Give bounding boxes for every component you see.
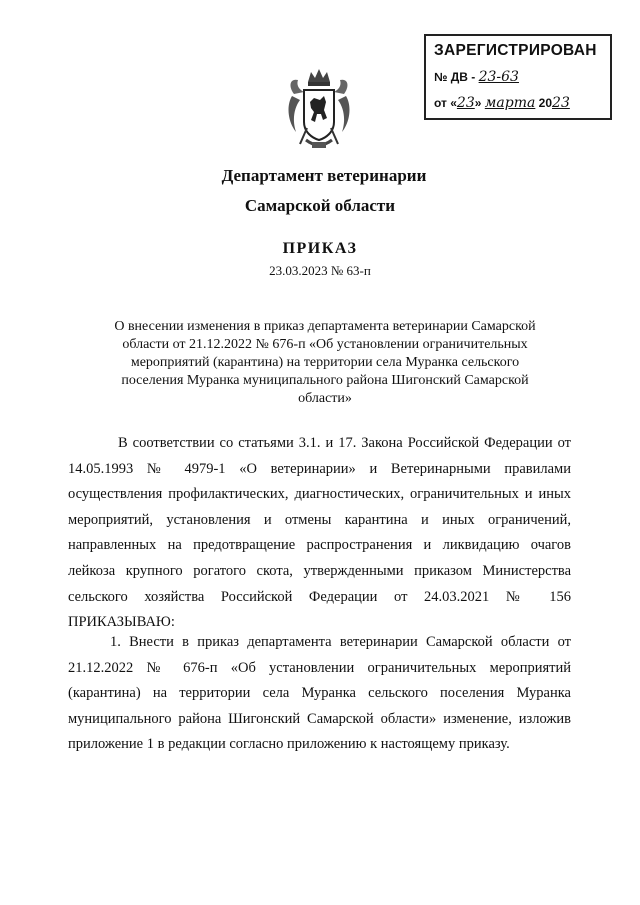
stamp-date-month: марта [484, 95, 536, 111]
paragraph-2-text: 1. Внести в приказ департамента ветеринарии Самарской области от 21.12.2022 № 676-п «Об установлении ограничительных мероприятий (карантина) на территории села Муранка сельского поселения Муранка муниципального района Шигонский Самарской области» изменение, изложив приложение 1 в редакции согласно приложению к настоящему приказу. [68, 634, 571, 753]
department-name-line2: Самарской области [244, 196, 396, 215]
stamp-number-handwritten: 23-63 [478, 69, 519, 85]
stamp-number-line [434, 69, 519, 85]
stamp-date-prefix: от « [434, 96, 457, 110]
order-date-number: 23.03.2023 № 63-п [269, 263, 371, 278]
coat-of-arms-emblem [286, 66, 352, 152]
stamp-date-line [434, 95, 570, 111]
registration-stamp [424, 34, 612, 120]
stamp-date-day: 23 [456, 95, 475, 111]
department-name-line1: Департамент ветеринарии [221, 166, 427, 185]
stamp-number-prefix: № ДВ - [434, 70, 476, 84]
stamp-date-year-suffix: 23 [552, 95, 570, 111]
order-title: ПРИКАЗ [282, 240, 358, 257]
order-subject: О внесении изменения в приказ департамента ветеринарии Самарской области от 21.12.2022 № 676-п «Об установлении ограничительных мероприятий (карантина) на территории села Муранка сельского поселения Муранка муниципального района Шигонский Самарской области» [114, 319, 536, 406]
stamp-date-mid: » [474, 96, 482, 110]
body-paragraph-2 [68, 630, 571, 758]
paragraph-1-text: В соответствии со статьями 3.1. и 17. Закона Российской Федерации от 14.05.1993 № 4979-1 «О ветеринарии» и Ветеринарными правилами осуществления профилактических, диагностических, ограничительных и иных мероприятий, установления и отмены карантина и иных ограничений, направленных на предотвращение распространения и ликвидацию очагов лейкоза крупного рогатого скота, утвержденными приказом Министерства сельского хозяйства Российской Федерации от 24.03.2021 № 156 ПРИКАЗЫВАЮ: [68, 435, 571, 631]
stamp-date-year-prefix: 20 [538, 96, 553, 110]
body-paragraph-1 [68, 431, 571, 636]
stamp-title: ЗАРЕГИСТРИРОВАН [434, 42, 597, 59]
